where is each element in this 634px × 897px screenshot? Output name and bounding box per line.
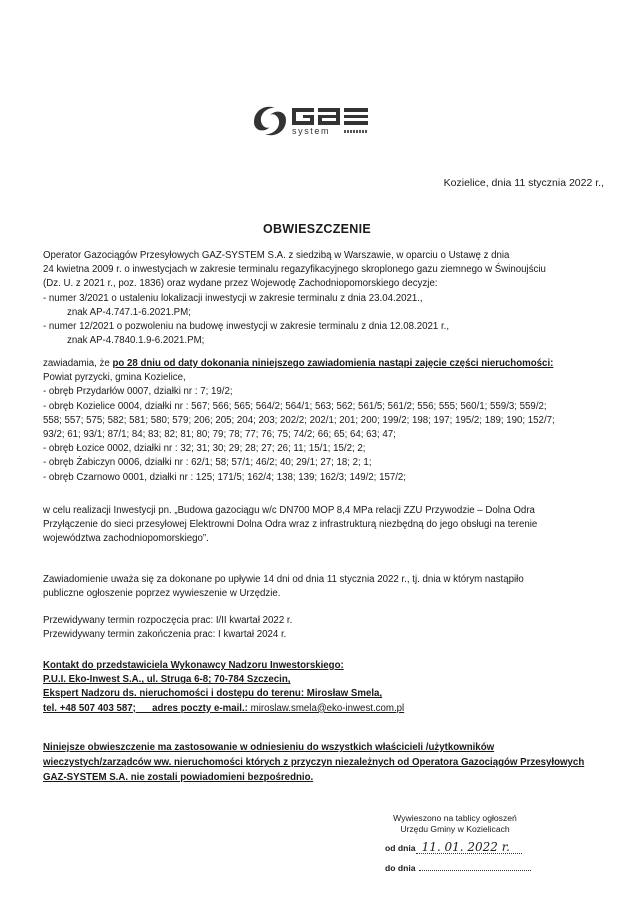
- contact-email-label: adres poczty e-mail.:: [152, 702, 248, 714]
- stamp-to-row: [385, 861, 531, 874]
- consider-line: Zawiadomienie uważa się za dokonane po upływie 14 dni od dnia 11 stycznia 2022 r., tj. dnia w którym nastąpiło: [43, 574, 524, 585]
- intro-line: (Dz. U. z 2021 r., poz. 1836) oraz wydane przez Wojewodę Zachodniopomorskiego decyzje:: [43, 278, 438, 290]
- contact-expert: Ekspert Nadzoru ds. nieruchomości i dostępu do terenu: Mirosław Smela,: [43, 688, 383, 700]
- contact-heading: Kontakt do przedstawiciela Wykonawcy Nadzoru Inwestorskiego:: [43, 660, 344, 671]
- term-start: Przewidywany termin rozpoczęcia prac: I/II kwartał 2022 r.: [43, 615, 293, 626]
- final-line: GAZ-SYSTEM S.A. nie zostali powiadomieni bezpośrednio.: [43, 772, 314, 783]
- parcel-line: - obręb Czarnowo 0001, działki nr : 125; 171/5; 162/4; 138; 139; 162/3; 149/2; 157/2;: [43, 471, 406, 483]
- term-end: Przewidywany termin zakończenia prac: I kwartał 2024 r.: [43, 629, 287, 641]
- parcel-line: 558; 557; 575; 582; 581; 580; 579; 206; 205; 204; 203; 202/2; 202/1; 201; 200; 199/2; 198; 197; 195/2; 189; 190; 152/7;: [43, 414, 555, 426]
- stamp-line-2: Urzędu Gminy w Kozielicach: [400, 824, 510, 834]
- notice-section: [43, 357, 620, 485]
- intro-line: 24 kwietna 2009 r. o inwestycjach w zakresie terminalu regazyfikacyjnego skroplonego gazu ziemnego w Świnoujściu: [43, 264, 546, 276]
- parcel-line: - obręb Kozielice 0004, działki nr : 567; 566; 565; 564/2; 564/1; 563; 562; 561/5; 561/2; 556; 555; 560/1; 559/3; 559/2;: [43, 400, 547, 412]
- purpose-line: województwa zachodniopomorskiego”.: [43, 533, 209, 545]
- contact-section: [43, 659, 620, 716]
- schedule-terms: [43, 614, 620, 642]
- consideration-paragraph: [43, 573, 620, 601]
- stamp-from-label: od dnia: [385, 843, 416, 853]
- notice-lead-prefix: zawiadamia, że: [43, 358, 113, 369]
- stamp-from-date: 11. 01. 2022 r.: [416, 842, 522, 854]
- intro-line: - numer 3/2021 o ustaleniu lokalizacji inwestycji w zakresie terminalu z dnia 23.04.2021.,: [43, 292, 423, 304]
- posting-stamp: [385, 813, 531, 874]
- final-line: Niniejsze obwieszczenie ma zastosowanie w odniesieniu do wszystkich właścicieli /użytkowników: [43, 742, 495, 753]
- stamp-from-row: [385, 842, 531, 854]
- notice-lead-bold: po 28 dniu od daty dokonania niniejszego zawiadomienia nastąpi zajęcie części nieruchomości:: [112, 358, 554, 369]
- intro-line: znak AP-4.7840.1.9-6.2021.PM;: [67, 335, 205, 347]
- intro-line: Operator Gazociągów Przesyłowych GAZ-SYSTEM S.A. z siedzibą w Warszawie, w oparciu o Ustawę z dnia: [43, 250, 510, 261]
- stamp-to-label: do dnia: [385, 863, 416, 873]
- stamp-to-blank: [419, 861, 531, 871]
- parcel-line: 93/2; 61; 93/1; 87/1; 84; 83; 82; 81; 80; 79; 78; 77; 76; 75; 74/2; 66; 65; 64; 63; 47;: [43, 429, 396, 441]
- logo-underline-pattern: [344, 130, 368, 133]
- contact-phone: tel. +48 507 403 587;: [43, 702, 136, 714]
- consider-line: publiczne ogłoszenie poprzez wywieszenie w Urzędzie.: [43, 588, 281, 600]
- parcel-line: - obręb Żabiczyn 0006, działki nr : 62/1; 58; 57/1; 46/2; 40; 29/1; 27; 18; 2; 1;: [43, 457, 372, 469]
- intro-line: znak AP-4.747.1-6.2021.PM;: [67, 306, 191, 318]
- logo-subtitle: system: [292, 126, 331, 136]
- contact-email-link[interactable]: miroslaw.smela@eko-inwest.com.pl: [250, 702, 405, 714]
- contact-company: P.U.I. Eko-Inwest S.A., ul. Struga 6-8; 70-784 Szczecin,: [43, 674, 291, 686]
- purpose-paragraph: [43, 504, 620, 547]
- document-title: OBWIESZCZENIE: [262, 222, 372, 236]
- gaz-system-logo: [248, 100, 398, 142]
- final-line: wieczystych/zarządców ww. nieruchomości których z przyczyn niezależnych od Operatora Gazociągów Przesyłowych: [43, 757, 585, 768]
- final-statement: [43, 740, 620, 785]
- contact-phone-email: [43, 702, 620, 716]
- intro-paragraph: [43, 249, 620, 348]
- parcel-line: - obręb Przydarłów 0007, działki nr : 7; 19/2;: [43, 386, 233, 398]
- place-and-date: Kozielice, dnia 11 stycznia 2022 r.,: [443, 177, 604, 189]
- parcel-line: Powiat pyrzycki, gmina Kozielice,: [43, 372, 186, 384]
- stamp-line-1: Wywieszono na tablicy ogłoszeń: [393, 813, 517, 823]
- purpose-line: w celu realizacji Inwestycji pn. „Budowa gazociągu w/c DN700 MOP 8,4 MPa relacji ZZU Przywodzie – Dolna Odra: [43, 505, 535, 516]
- intro-line: - numer 12/2021 o pozwoleniu na budowę inwestycji w zakresie terminalu z dnia 12.08.2021 r.,: [43, 321, 450, 333]
- notice-lead: [43, 357, 620, 371]
- parcel-line: - obręb Łozice 0002, działki nr : 32; 31; 30; 29; 28; 27; 26; 11; 15/1; 15/2; 2;: [43, 443, 366, 455]
- purpose-line: Przyłączenie do sieci przesyłowej Elektrowni Dolna Odra wraz z infrastrukturą niezbędną do jego obsługi na terenie: [43, 519, 538, 531]
